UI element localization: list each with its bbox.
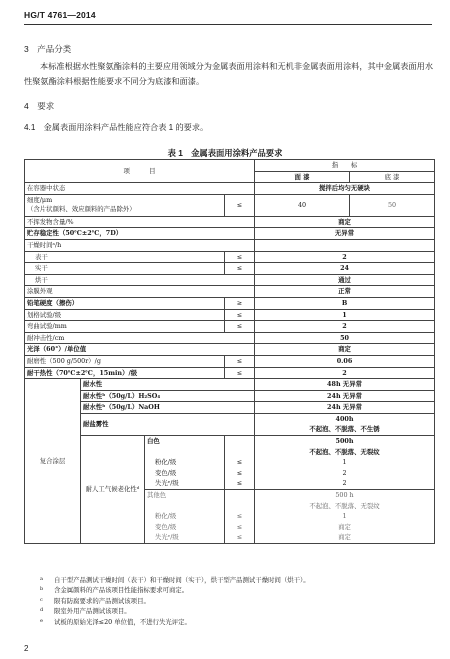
- standard-code: HG/T 4761—2014: [24, 10, 96, 20]
- table-row: [25, 263, 435, 275]
- table-row: [25, 367, 435, 379]
- row-sign: ≤: [225, 468, 255, 479]
- row-item: 弯曲试验/mm: [25, 321, 225, 333]
- row-item: 耐干热性（70℃±2℃，15min）/级: [25, 367, 225, 379]
- row-value: 搅拌后均匀无硬块: [255, 183, 435, 195]
- table-row: [25, 332, 435, 344]
- row-item: 耐冲击性/cm: [25, 332, 255, 344]
- row-item: 贮存稳定性（50℃±2℃，7D）: [25, 228, 255, 240]
- row-value: 不起泡、不脱落、不生锈: [255, 424, 435, 435]
- row-item: 粉化/级: [145, 457, 225, 468]
- row-item: 在容器中状态: [25, 183, 255, 195]
- row-value: 商定: [255, 532, 435, 543]
- header-topcoat: 面 漆: [255, 171, 350, 183]
- table-row: [25, 355, 435, 367]
- footnote-mark: e: [40, 617, 43, 624]
- row-sign: [225, 447, 255, 458]
- header-primer: 底 漆: [350, 171, 435, 183]
- footnote-b: [40, 585, 440, 595]
- row-value-primer: 50: [350, 194, 435, 216]
- footnote-text: 试板的原始光泽≤20 单位值，不进行失光评定。: [54, 617, 191, 626]
- row-item: 铅笔硬度（擦伤）: [25, 297, 225, 309]
- composite-coating-label: 复合涂层: [25, 379, 81, 544]
- section-3-title: 3 产品分类: [24, 44, 72, 54]
- row-value: 0.06: [255, 355, 435, 367]
- table-row: [25, 402, 435, 414]
- row-value: 1: [255, 457, 435, 468]
- row-value: 2: [255, 478, 435, 489]
- footnote-text: 自干型产品测试干燥时间（表干）和干燥时间（实干），烘干型产品测试干燥时间（烘干）。: [54, 576, 310, 584]
- row-item: 不挥发物含量/%: [25, 216, 255, 228]
- row-item: 划格试验/级: [25, 309, 225, 321]
- footnote-mark: b: [40, 586, 44, 593]
- row-item: [145, 501, 225, 512]
- row-value: 1: [255, 511, 435, 522]
- row-value: 24: [255, 263, 435, 275]
- row-value: 40: [255, 194, 350, 216]
- table-row: [25, 239, 435, 251]
- table-row: [25, 228, 435, 240]
- row-value: 1: [255, 309, 435, 321]
- footnote-text: 限有防腐要求的产品测试该项目。: [54, 596, 150, 605]
- row-value: 不起泡、不脱落、无裂纹: [255, 501, 435, 512]
- row-sign: [225, 436, 255, 447]
- table-row: [25, 344, 435, 356]
- row-sign: ≥: [225, 297, 255, 309]
- table-footnotes: [40, 575, 440, 627]
- row-item: 耐盐雾性: [81, 413, 255, 435]
- table-row: [25, 216, 435, 228]
- table-row: [25, 379, 435, 391]
- row-item: 耐水性ᵇ（50g/L）NaOH: [81, 402, 255, 414]
- table-row: [25, 183, 435, 195]
- row-sign: [225, 490, 255, 501]
- footnote-text: 含金属颜料的产品该项目性能指标要求可商定。: [54, 586, 189, 595]
- other-color-label: 其他色: [145, 490, 225, 501]
- row-sign: ≤: [225, 194, 255, 216]
- row-value: 2: [255, 251, 435, 263]
- row-item: 表干: [25, 251, 225, 263]
- row-item: 实干: [25, 263, 225, 275]
- row-item: 烘干: [25, 274, 255, 286]
- row-sign: ≤: [225, 309, 255, 321]
- row-value: 500h: [255, 436, 435, 447]
- row-item: 失光ᵉ/级: [145, 478, 225, 489]
- weathering-label: 耐人工气候老化性ᵈ: [81, 436, 145, 544]
- table-row: [25, 194, 435, 216]
- footnote-a: [40, 575, 440, 585]
- row-value: 正常: [255, 286, 435, 298]
- row-item: 涂膜外观: [25, 286, 255, 298]
- row-sign: ≤: [225, 263, 255, 275]
- table-row: [25, 297, 435, 309]
- row-value: 24h 无异常: [255, 390, 435, 402]
- row-value: [255, 239, 435, 251]
- fineness-note: （含片状颜料、效应颜料的产品除外）: [27, 205, 136, 214]
- requirements-table: [24, 159, 435, 544]
- header-spec: 指 标: [255, 160, 435, 172]
- footnote-d: [40, 606, 440, 616]
- row-item: 干燥时间ᵃ/h: [25, 239, 255, 251]
- header-item: 项 目: [25, 160, 255, 183]
- footnote-e: [40, 617, 440, 627]
- row-item: 光泽（60°）/单位值: [25, 344, 255, 356]
- row-value: 通过: [255, 274, 435, 286]
- table-row: [25, 274, 435, 286]
- row-sign: ≤: [225, 532, 255, 543]
- row-item: 耐磨性（500 g/500r）/g: [25, 355, 225, 367]
- section-4-title: 4 要求: [24, 101, 55, 111]
- row-value: 商定: [255, 216, 435, 228]
- table-header-row: [25, 160, 435, 172]
- row-value: 2: [255, 321, 435, 333]
- row-value: 400h: [255, 413, 435, 424]
- row-sign: ≤: [225, 522, 255, 533]
- row-sign: ≤: [225, 321, 255, 333]
- row-sign: ≤: [225, 457, 255, 468]
- row-value: 2: [255, 468, 435, 479]
- footnote-text: 限室外用产品测试该项目。: [54, 607, 131, 616]
- footnote-mark: d: [40, 607, 44, 614]
- table-row: [25, 390, 435, 402]
- row-sign: ≤: [225, 511, 255, 522]
- footnote-c: [40, 596, 440, 606]
- clause-4-1: 4.1 金属表面用涂料产品性能应符合表 1 的要求。: [24, 123, 209, 132]
- table-row: [25, 436, 435, 447]
- row-item: 变色/级: [145, 522, 225, 533]
- row-value: 不起泡、不脱落、无裂纹: [255, 447, 435, 458]
- footnote-mark: c: [40, 596, 43, 603]
- table-caption: 表 1 金属表面用涂料产品要求: [167, 148, 283, 158]
- row-sign: ≤: [225, 355, 255, 367]
- row-item: 耐水性ᵇ（50g/L）H₂SO₄: [81, 390, 255, 402]
- row-item: [145, 447, 225, 458]
- row-value: 2: [255, 367, 435, 379]
- row-value: 24h 无异常: [255, 402, 435, 414]
- row-value: 50: [255, 332, 435, 344]
- row-sign: ≤: [225, 251, 255, 263]
- row-item: [25, 194, 225, 216]
- table-row: [25, 413, 435, 424]
- row-sign: ≤: [225, 478, 255, 489]
- row-item: 粉化/级: [145, 511, 225, 522]
- row-value: 500 h: [255, 490, 435, 501]
- row-value: B: [255, 297, 435, 309]
- row-sign: ≤: [225, 367, 255, 379]
- white-color-label: 白色: [145, 436, 225, 447]
- header-rule: [24, 24, 432, 25]
- row-sign: [225, 501, 255, 512]
- row-item: 变色/级: [145, 468, 225, 479]
- row-item: 失光ᵉ/级: [145, 532, 225, 543]
- section-3-paragraph: 本标准根据水性聚氨酯涂料的主要应用领域分为金属表面用涂料和无机非金属表面用涂料，其中金属表面用水性聚氨酯涂料根据性能要求不同分为底漆和面漆。: [24, 61, 434, 86]
- page-number: 2: [24, 644, 29, 653]
- table-row: [25, 321, 435, 333]
- row-value: 商定: [255, 344, 435, 356]
- table-row: [25, 251, 435, 263]
- table-row: [25, 309, 435, 321]
- row-value: 无异常: [255, 228, 435, 240]
- row-value: 商定: [255, 522, 435, 533]
- footnote-mark: a: [40, 576, 43, 582]
- row-item: 耐水性: [81, 379, 255, 391]
- row-value: 48h 无异常: [255, 379, 435, 391]
- table-row: [25, 286, 435, 298]
- fineness-label: 细度/μm: [27, 195, 53, 204]
